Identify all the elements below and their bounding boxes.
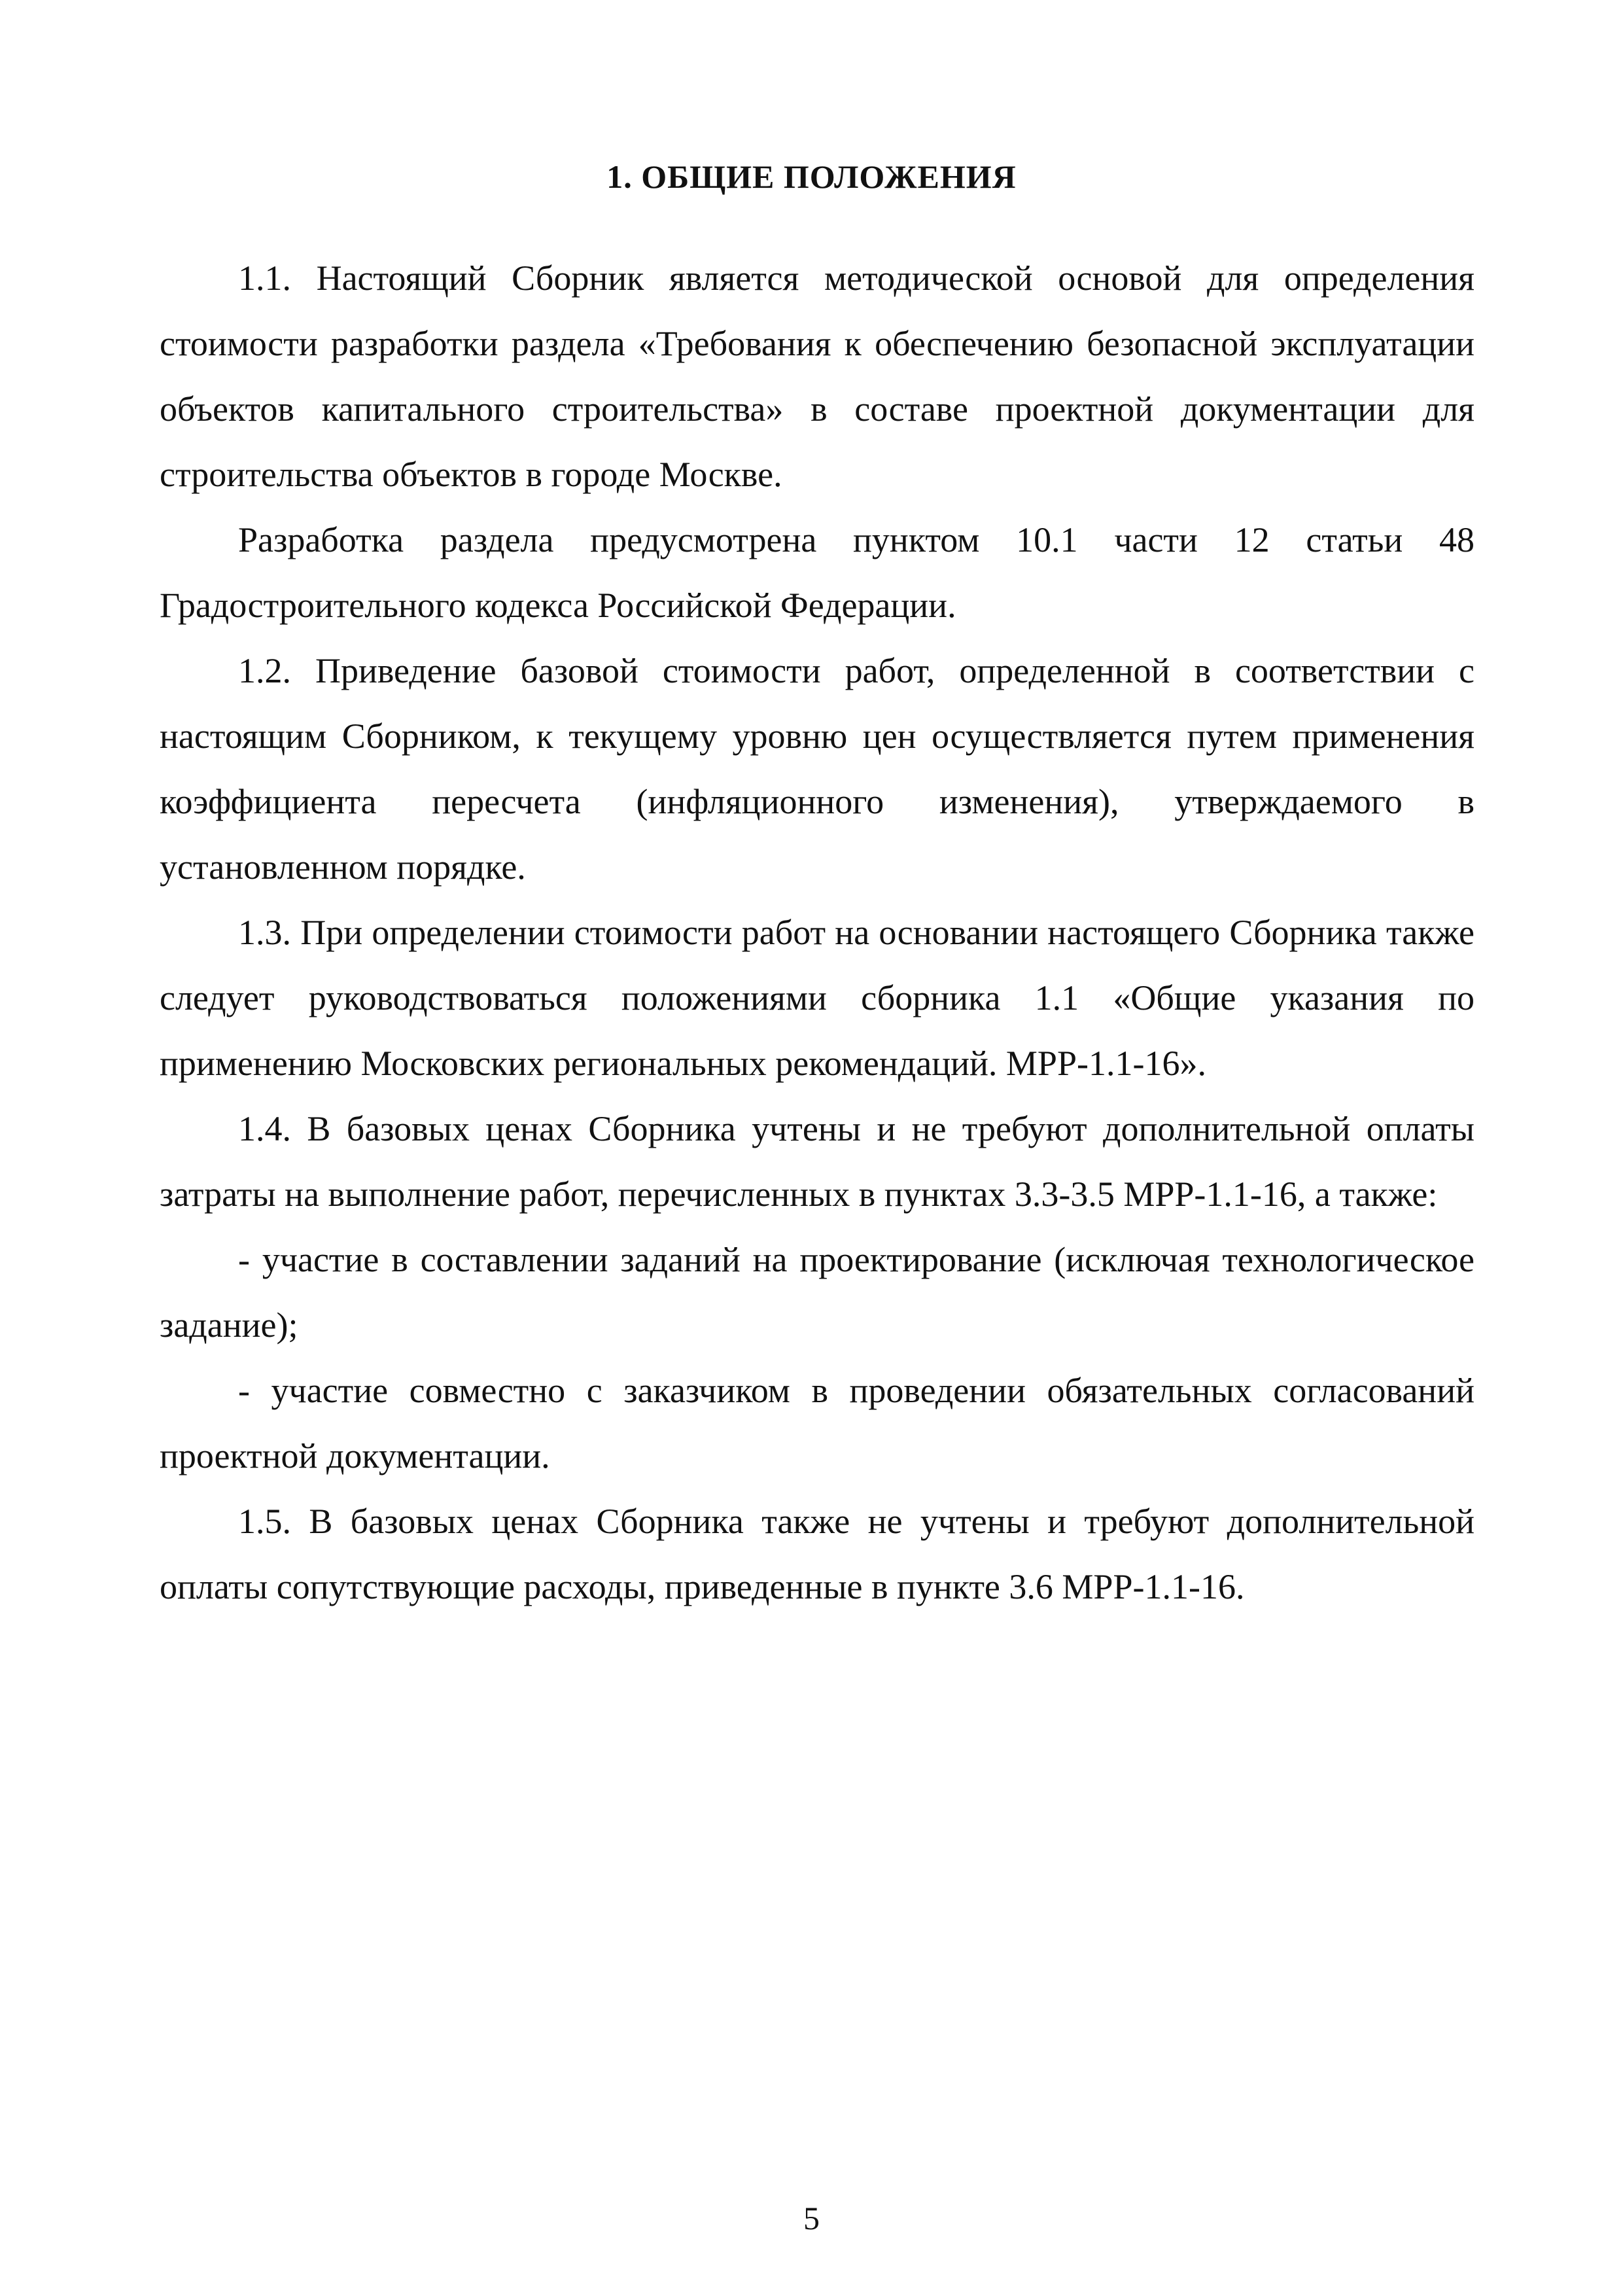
- list-item-design-assignment: - участие в составлении заданий на проектирование (исключая технологическое задание);: [160, 1240, 1475, 1345]
- paragraph-1-1-note: Разработка раздела предусмотрена пунктом 10.1 части 12 статьи 48 Градостроительного кодекса Российской Федерации.: [160, 520, 1475, 625]
- list-item-approvals: - участие совместно с заказчиком в проведении обязательных согласований проектной документации.: [160, 1371, 1475, 1475]
- page-number: 5: [803, 2200, 820, 2236]
- paragraph-1-1: 1.1. Настоящий Сборник является методической основой для определения стоимости разработки раздела «Требования к обеспечению безопасной эксплуатации объектов капитального строительства» в составе проектной документации для строительства объектов в городе Москве.: [160, 258, 1475, 494]
- paragraph-1-3: 1.3. При определении стоимости работ на основании настоящего Сборника также следует руководствоваться положениями сборника 1.1 «Общие указания по применению Московских региональных рекомендаций. МРР-1.1-16».: [160, 913, 1475, 1083]
- paragraph-1-2: 1.2. Приведение базовой стоимости работ, определенной в соответствии с настоящим Сборником, к текущему уровню цен осуществляется путем применения коэффициента пересчета (инфляционного изменения), утверждаемого в установленном порядке.: [160, 651, 1475, 887]
- body-text: [160, 245, 1475, 1619]
- paragraph-1-4: 1.4. В базовых ценах Сборника учтены и не требуют дополнительной оплаты затраты на выполнение работ, перечисленных в пунктах 3.3-3.5 МРР-1.1-16, а также:: [160, 1109, 1475, 1214]
- section-heading: 1. ОБЩИЕ ПОЛОЖЕНИЯ: [606, 158, 1017, 195]
- paragraph-1-5: 1.5. В базовых ценах Сборника также не учтены и требуют дополнительной оплаты сопутствующие расходы, приведенные в пункте 3.6 МРР-1.1-16.: [160, 1502, 1475, 1606]
